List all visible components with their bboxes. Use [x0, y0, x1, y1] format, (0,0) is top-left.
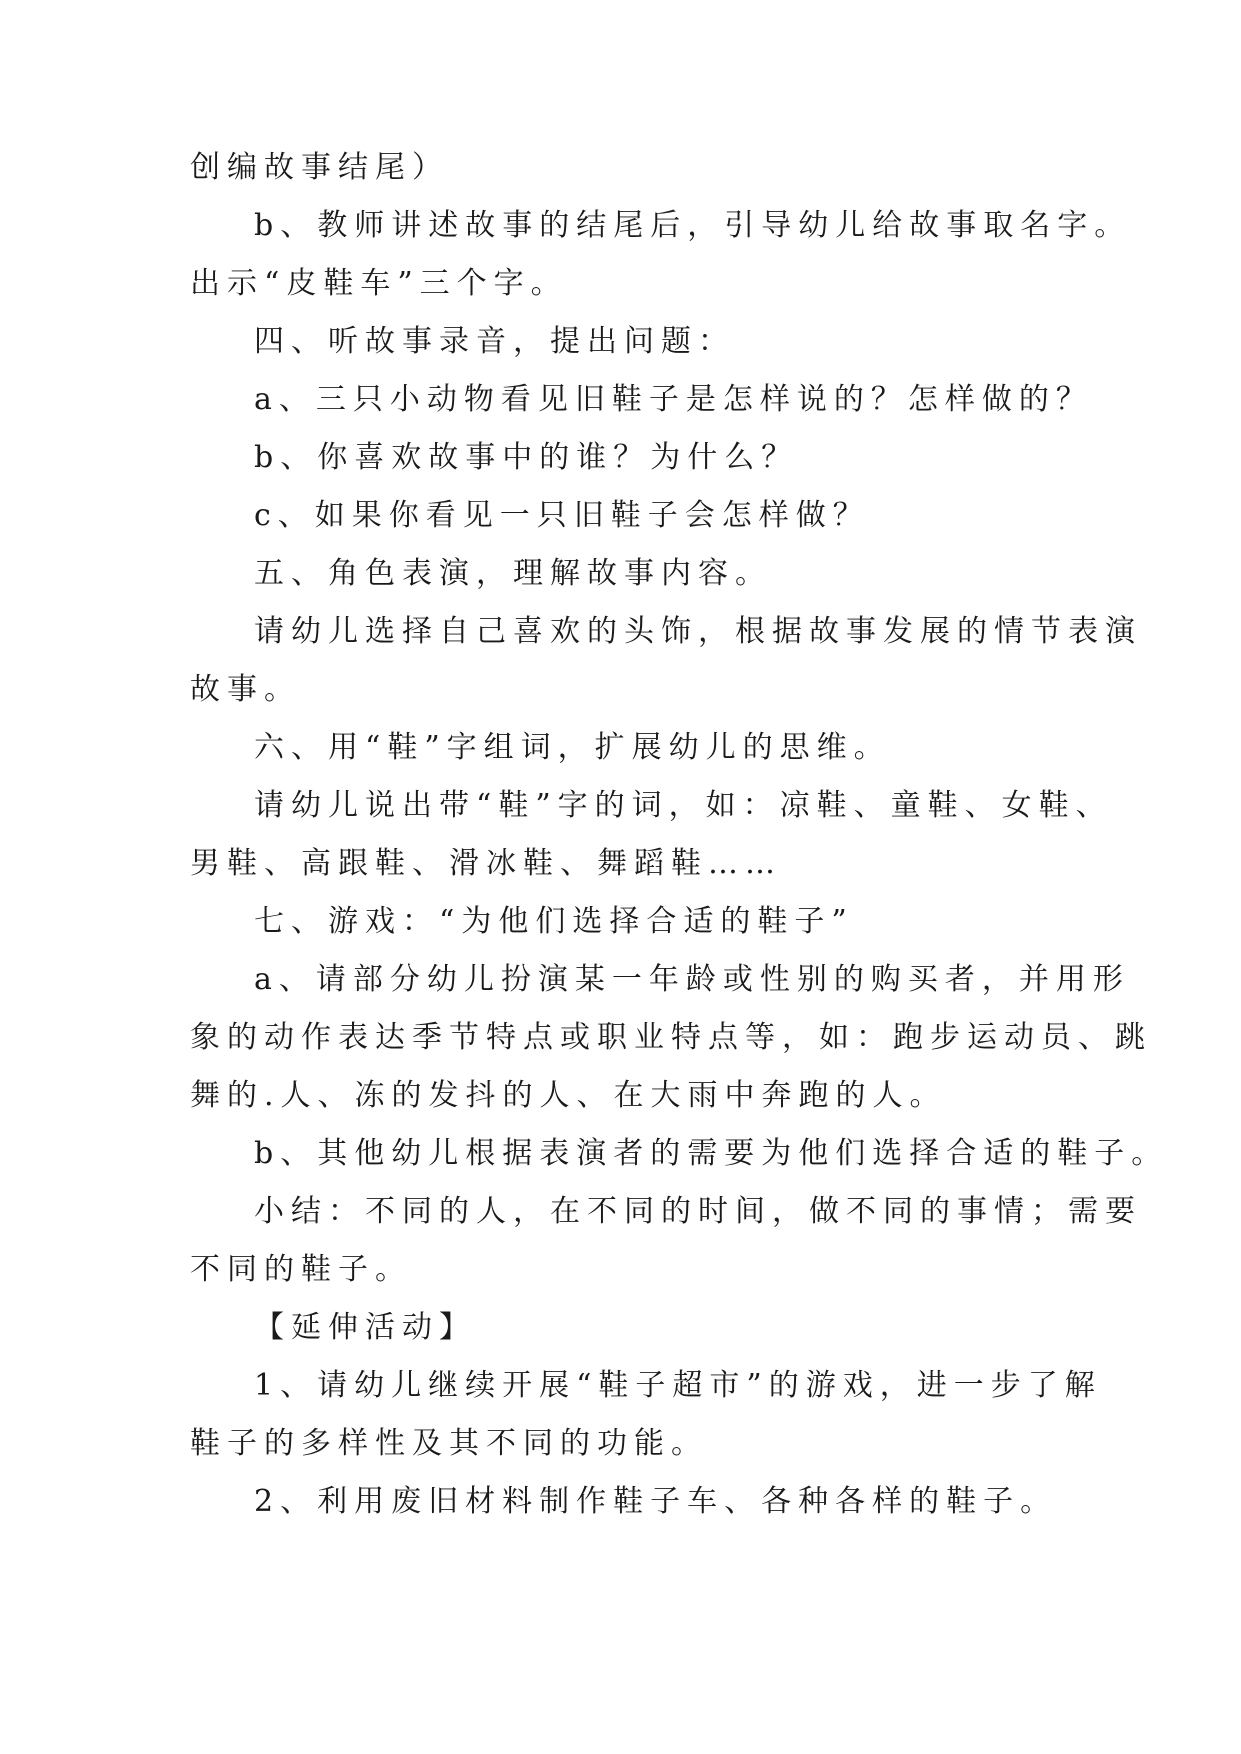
text-line: 2、利用废旧材料制作鞋子车、各种各样的鞋子。 [254, 1484, 1058, 1519]
section-heading: 四、听故事录音，提出问题： [254, 324, 735, 359]
text-line: 创编故事结尾） [190, 150, 449, 185]
text-line: 出示“皮鞋车”三个字。 [190, 266, 568, 301]
text-line: 象的动作表达季节特点或职业特点等，如：跑步运动员、跳 [190, 1020, 1152, 1055]
text-line: 舞的.人、冻的发抖的人、在大雨中奔跑的人。 [190, 1078, 947, 1113]
text-line: b、其他幼儿根据表演者的需要为他们选择合适的鞋子。 [254, 1136, 1169, 1171]
text-line: b、你喜欢故事中的谁？为什么？ [254, 440, 799, 475]
text-line: 小结：不同的人，在不同的时间，做不同的事情；需要 [254, 1194, 1142, 1229]
text-line: 请幼儿说出带“鞋”字的词，如：凉鞋、童鞋、女鞋、 [254, 788, 1113, 823]
text-line: b、教师讲述故事的结尾后，引导幼儿给故事取名字。 [254, 208, 1132, 243]
section-heading: 七、游戏：“为他们选择合适的鞋子” [254, 904, 854, 939]
section-heading: 【延伸活动】 [254, 1310, 476, 1345]
text-line: 1、请幼儿继续开展“鞋子超市”的游戏，进一步了解 [254, 1368, 1102, 1403]
section-heading: 五、角色表演，理解故事内容。 [254, 556, 772, 591]
text-line: 不同的鞋子。 [190, 1252, 412, 1287]
text-line: a、三只小动物看见旧鞋子是怎样说的？怎样做的？ [254, 382, 1093, 417]
text-line: 故事。 [190, 672, 301, 707]
text-line: 请幼儿选择自己喜欢的头饰，根据故事发展的情节表演 [254, 614, 1142, 649]
text-line: a、请部分幼儿扮演某一年龄或性别的购买者，并用形 [254, 962, 1130, 997]
text-line: 男鞋、高跟鞋、滑冰鞋、舞蹈鞋…… [190, 846, 782, 881]
text-line: 鞋子的多样性及其不同的功能。 [190, 1426, 708, 1461]
text-line: c、如果你看见一只旧鞋子会怎样做？ [254, 498, 870, 533]
section-heading: 六、用“鞋”字组词，扩展幼儿的思维。 [254, 730, 891, 765]
